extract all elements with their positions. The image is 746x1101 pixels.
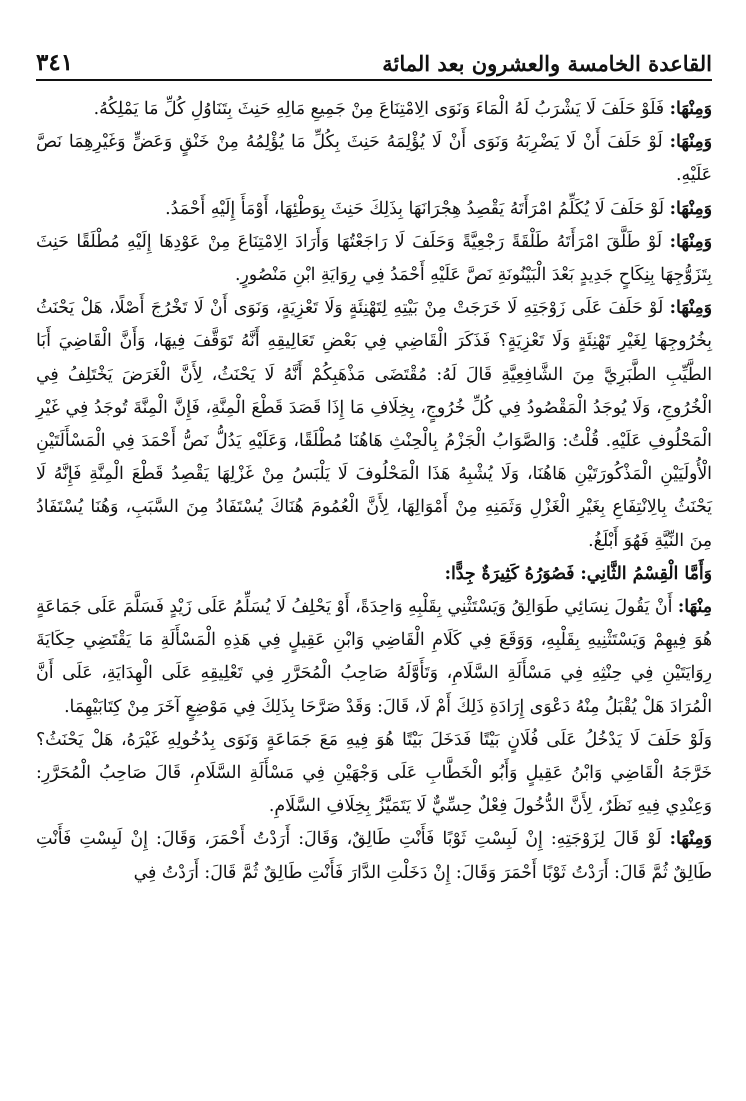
paragraph-lead: وَأَمَّا الْقِسْمُ الثَّانِي: (580, 563, 712, 584)
running-title: القاعدة الخامسة والعشرون بعد المائة (382, 51, 712, 76)
paragraph (36, 823, 712, 889)
paragraph-text: لَوْ حَلَفَ عَلَى زَوْجَتِهِ لَا خَرَجَتْ مِنْ بَيْتِهِ لِتَهْنِئَةٍ وَلَا تَعْزِيَةٍ، وَنَوَى أَنْ لَا تَخْرُجَ أَصْلًا، هَلْ يَحْنَثُ بِخُرُوجِهَا لِغَيْرِ تَهْنِئَةٍ وَلَا تَعْزِيَةٍ؟ فَذَكَرَ الْقَاضِي فِي بَعْضِ تَعَالِيقِهِ أَنَّهُ تَوَقَّفَ فِيهَا، وَأَنَّ الْقَاضِيَ أَبَا الطَّيِّبِ الطَّبَرِيَّ مِنَ الشَّافِعِيَّةِ قَالَ لَهُ: مُقْتَضَى مَذْهَبِكُمْ أَنَّهُ لَا يَحْنَثُ، لِأَنَّ الْغَرَضَ يَخْتَلِفُ فِي الْخُرُوجِ، وَلَا يُوجَدُ الْمَقْصُودُ فِي كُلِّ خُرُوجٍ، بِخِلَافِ مَا إِذَا قَصَدَ قَطْعَ الْمِنَّةِ، فَإِنَّ الْمِنَّةَ تُوجَدُ فِي غَيْرِ الْمَحْلُوفِ عَلَيْهِ. قُلْتُ: وَالصَّوَابُ الْجَزْمُ بِالْحِنْثِ هَاهُنَا مُطْلَقًا، وَعَلَيْهِ يَدُلُّ نَصُّ أَحْمَدَ فِي الْمَسْأَلَتَيْنِ الْأُولَيَيْنِ الْمَذْكُورَتَيْنِ هَاهُنَا، وَلَا يُشْبِهُ هَذَا الْمَحْلُوفَ لَا يَلْبَسُ مِنْ غَزْلِهَا يَقْصِدُ قَطْعَ الْمِنَّةِ فَإِنَّهُ لَا يَحْنَثُ بِالِانْتِفَاعِ بِغَيْرِ الْغَزْلِ وَثَمَنِهِ مِنْ أَمْوَالِهَا، لِأَنَّ الْعُمُومَ هُنَاكَ يُسْتَفَادُ مِنَ السَّبَبِ، وَهُنَا يُسْتَفَادُ مِنَ النِّيَّةِ فَهُوَ أَبْلَغُ. (36, 298, 712, 551)
paragraph (36, 93, 712, 126)
paragraph-text: وَلَوْ حَلَفَ لَا يَدْخُلُ عَلَى فُلَانٍ بَيْتًا فَدَخَلَ بَيْتًا هُوَ فِيهِ مَعَ جَمَاعَةٍ وَنَوَى بِدُخُولِهِ غَيْرَهُ، هَلْ يَحْنَثُ؟ خَرَّجَهُ الْقَاضِي وَابْنُ عَقِيلٍ وَأَبُو الْخَطَّابِ عَلَى وَجْهَيْنِ فِي مَسْأَلَةِ السَّلَامِ، قَالَ صَاحِبُ الْمُحَرَّرِ: وَعِنْدِي فِيهِ نَظَرٌ، لِأَنَّ الدُّخُولَ فِعْلٌ حِسِّيٌّ لَا يَتَمَيَّزُ بِخِلَافِ السَّلَامِ. (36, 729, 712, 817)
paragraph-lead: وَمِنْهَا: (669, 231, 712, 252)
paragraph-text: أَنْ يَقُولَ نِسَائِي طَوَالِقُ وَيَسْتَثْنِي بِقَلْبِهِ وَاحِدَةً، أَوْ يَحْلِفُ لَا يُسَلِّمُ عَلَى زَيْدٍ فَسَلَّمَ عَلَى جَمَاعَةٍ هُوَ فِيهِمْ وَيَسْتَثْنِيهِ بِقَلْبِهِ، وَوَقَعَ فِي كَلَامِ الْقَاضِي وَابْنِ عَقِيلٍ فِي هَذِهِ الْمَسْأَلَةِ مَا يَقْتَضِي حِكَايَةَ رِوَايَتَيْنِ فِي حِنْثِهِ فِي مَسْأَلَةِ السَّلَامِ، وَتَأَوَّلَهُ صَاحِبُ الْمُحَرَّرِ فِي تَعْلِيقِهِ عَلَى الْهِدَايَةِ، عَلَى أَنَّ الْمُرَادَ هَلْ يُقْبَلُ مِنْهُ دَعْوَى إِرَادَةِ ذَلِكَ أَمْ لَا، قَالَ: وَقَدْ صَرَّحَا بِذَلِكَ فِي مَوْضِعٍ آخَرَ مِنْ كِتَابَيْهِمَا. (36, 597, 712, 717)
paragraph (36, 226, 712, 292)
paragraph-text: لَوْ طَلَّقَ امْرَأَتَهُ طَلْقَةً رَجْعِيَّةً وَحَلَفَ لَا رَاجَعْتُهَا وَأَرَادَ الِامْتِنَاعَ مِنْ عَوْدِهَا إِلَيْهِ مُطْلَقًا حَنِثَ بِتَزَوُّجِهَا بِنِكَاحٍ جَدِيدٍ بَعْدَ الْبَيْنُونَةِ نَصَّ عَلَيْهِ أَحْمَدُ فِي رِوَايَةِ ابْنِ مَنْصُورٍ. (36, 231, 712, 286)
text-body (36, 93, 712, 890)
paragraph-lead: مِنْهَا: (677, 597, 712, 618)
paragraph-text: فَصُوَرُهُ كَثِيرَةٌ جِدًّا: (444, 563, 581, 584)
paragraph-lead: وَمِنْهَا: (669, 298, 712, 319)
paragraph (36, 292, 712, 558)
paragraph (36, 193, 712, 226)
paragraph-lead: وَمِنْهَا: (669, 132, 712, 153)
page-number: ٣٤١ (36, 49, 74, 76)
section-heading (36, 558, 712, 591)
paragraph (36, 724, 712, 824)
paragraph-lead: وَمِنْهَا: (669, 198, 712, 219)
paragraph-lead: وَمِنْهَا: (669, 829, 712, 850)
paragraph-text: فَلَوْ حَلَفَ لَا يَشْرَبُ لَهُ الْمَاءَ وَنَوَى الِامْتِنَاعَ مِنْ جَمِيعِ مَالِهِ حَنِثَ بِتَنَاوُلِ كُلِّ مَا يَمْلِكُهُ. (93, 99, 670, 119)
paragraph-text: لَوْ قَالَ لِزَوْجَتِهِ: إِنْ لَبِسْتِ ثَوْبًا فَأَنْتِ طَالِقٌ، وَقَالَ: أَرَدْتُ أَحْمَرَ، وَقَالَ: إِنْ لَبِسْتِ فَأَنْتِ طَالِقٌ ثُمَّ قَالَ: أَرَدْتُ ثَوْبًا أَحْمَرَ وَقَالَ: إِنْ دَخَلْتِ الدَّارَ فَأَنْتِ طَالِقٌ ثُمَّ قَالَ: أَرَدْتُ فِي (36, 829, 712, 883)
paragraph-lead: وَمِنْهَا: (669, 99, 712, 119)
paragraph-text: لَوْ حَلَفَ لَا يُكَلِّمُ امْرَأَتَهُ يَقْصِدُ هِجْرَانَهَا بِذَلِكَ حَنِثَ بِوَطْئِهَا، أَوْمَأَ إِلَيْهِ أَحْمَدُ. (165, 198, 670, 219)
paragraph-text: لَوْ حَلَفَ أَنْ لَا يَضْرِبَهُ وَنَوَى أَنْ لَا يُؤْلِمَهُ حَنِثَ بِكُلِّ مَا يُؤْلِمُهُ مِنْ خَنْقٍ وَعَضٍّ وَغَيْرِهِمَا نَصَّ عَلَيْهِ. (36, 132, 712, 186)
page-header (36, 40, 712, 81)
paragraph (36, 591, 712, 724)
paragraph (36, 126, 712, 192)
